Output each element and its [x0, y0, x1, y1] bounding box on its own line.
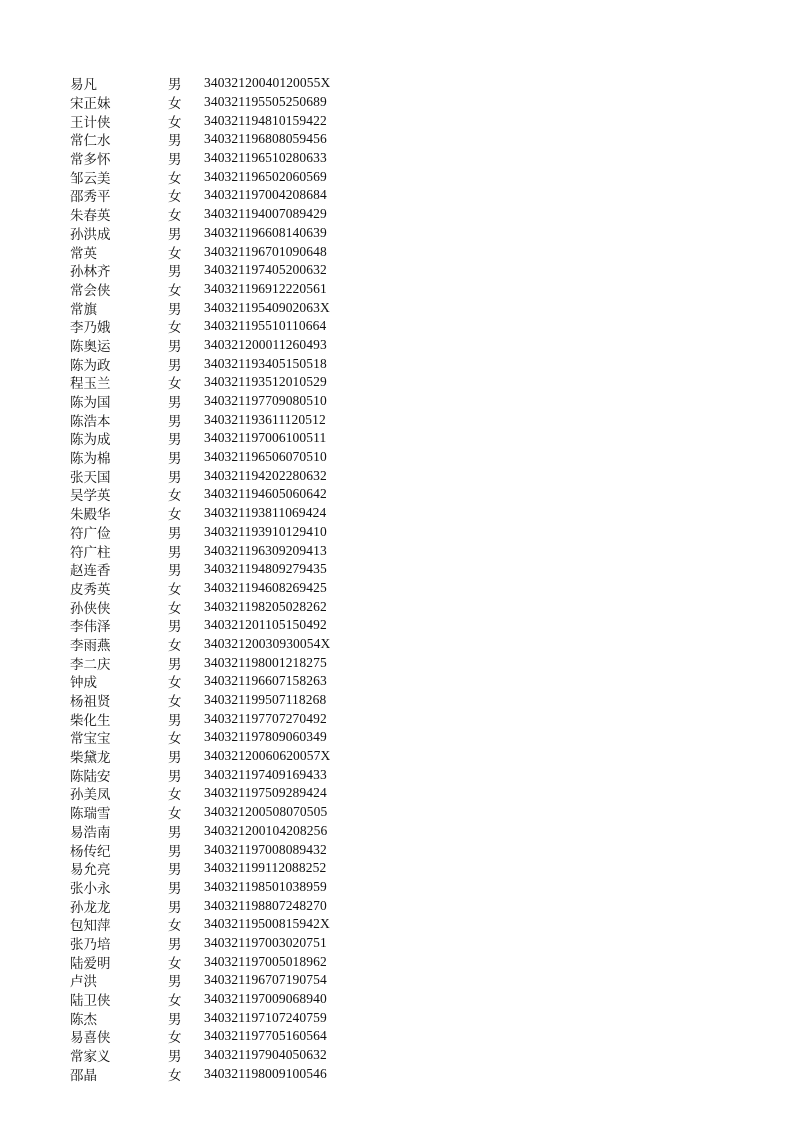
record-id-number: 340321197707270492 [204, 710, 327, 726]
record-name: 李二庆 [70, 656, 111, 673]
record-row [70, 336, 330, 355]
record-id-number: 340321200104208256 [204, 822, 328, 838]
record-row [70, 1008, 330, 1027]
record-row [70, 205, 330, 224]
record-id-number: 340321197107240759 [204, 1009, 327, 1025]
record-id-number: 340321193405150518 [204, 355, 327, 371]
record-id-number: 340321197509289424 [204, 785, 327, 801]
record-row [70, 504, 330, 523]
record-id-number: 340321196912220561 [204, 280, 327, 296]
record-name: 杨祖贤 [70, 694, 111, 711]
record-row [70, 597, 330, 616]
record-gender: 男 [168, 750, 182, 767]
record-name: 钟成 [70, 675, 97, 692]
record-gender: 女 [168, 955, 182, 972]
record-gender: 女 [168, 731, 182, 748]
record-gender: 男 [168, 619, 182, 636]
record-name: 邹云美 [70, 170, 111, 187]
record-name: 吴学英 [70, 488, 111, 505]
record-name: 陈瑞雪 [70, 806, 111, 823]
record-gender: 男 [168, 843, 182, 860]
record-id-number: 340321198807248270 [204, 897, 327, 913]
record-gender: 男 [168, 1049, 182, 1066]
record-name: 柴化生 [70, 712, 111, 729]
record-name: 易允亮 [70, 862, 111, 879]
record-row [70, 635, 330, 654]
record-row [70, 672, 330, 691]
record-id-number: 340321196607158263 [204, 673, 327, 689]
record-id-number: 340321197004208684 [204, 187, 327, 203]
record-name: 陈浩本 [70, 413, 111, 430]
record-row [70, 691, 330, 710]
record-list [70, 74, 330, 1083]
record-name: 常宝宝 [70, 731, 111, 748]
record-row [70, 990, 330, 1009]
record-name: 张小永 [70, 880, 111, 897]
record-id-number: 340321196808059456 [204, 131, 327, 147]
record-row [70, 896, 330, 915]
record-id-number: 340321193910129410 [204, 523, 327, 539]
record-name: 赵连香 [70, 563, 111, 580]
record-gender: 女 [168, 1067, 182, 1084]
record-id-number: 340321200508070505 [204, 804, 328, 820]
record-id-number: 340321196701090648 [204, 243, 327, 259]
record-row [70, 971, 330, 990]
record-gender: 男 [168, 413, 182, 430]
record-id-number: 340321197003020751 [204, 934, 327, 950]
record-id-number: 340321201105150492 [204, 617, 327, 633]
record-name: 陈陆安 [70, 768, 111, 785]
record-id-number: 340321196309209413 [204, 542, 327, 558]
record-id-number: 340321197705160564 [204, 1028, 327, 1044]
record-gender: 女 [168, 600, 182, 617]
record-id-number: 340321197409169433 [204, 766, 327, 782]
record-name: 符广俭 [70, 525, 111, 542]
record-id-number: 340321196608140639 [204, 224, 327, 240]
record-name: 符广柱 [70, 544, 111, 561]
record-id-number: 340321195510110664 [204, 318, 327, 334]
record-gender: 男 [168, 712, 182, 729]
record-id-number: 340321194809279435 [204, 561, 327, 577]
record-id-number: 340321196510280633 [204, 150, 327, 166]
record-id-number: 340321198205028262 [204, 598, 327, 614]
record-id-number: 340321200011260493 [204, 336, 327, 352]
record-gender: 男 [168, 432, 182, 449]
record-gender: 男 [168, 544, 182, 561]
record-id-number: 340321197709080510 [204, 393, 327, 409]
record-row [70, 466, 330, 485]
record-id-number: 34032119540902063X [204, 299, 330, 315]
record-name: 程玉兰 [70, 376, 111, 393]
record-row [70, 410, 330, 429]
record-row [70, 224, 330, 243]
record-gender: 女 [168, 694, 182, 711]
record-row [70, 765, 330, 784]
record-name: 陈为棉 [70, 451, 111, 468]
record-row [70, 392, 330, 411]
record-name: 李雨燕 [70, 637, 111, 654]
record-gender: 男 [168, 656, 182, 673]
record-gender: 女 [168, 675, 182, 692]
record-row [70, 709, 330, 728]
record-gender: 女 [168, 1030, 182, 1047]
record-gender: 男 [168, 451, 182, 468]
record-row [70, 373, 330, 392]
record-name: 易喜侠 [70, 1030, 111, 1047]
record-name: 朱殿华 [70, 507, 111, 524]
record-id-number: 340321194605060642 [204, 486, 327, 502]
record-row [70, 485, 330, 504]
record-row [70, 952, 330, 971]
record-gender: 女 [168, 993, 182, 1010]
record-id-number: 340321197405200632 [204, 262, 327, 278]
record-row [70, 261, 330, 280]
record-row [70, 728, 330, 747]
record-row [70, 74, 330, 93]
record-row [70, 317, 330, 336]
record-id-number: 340321197008089432 [204, 841, 327, 857]
record-row [70, 1027, 330, 1046]
record-row [70, 448, 330, 467]
record-row [70, 111, 330, 130]
record-id-number: 340321194202280632 [204, 467, 327, 483]
record-gender: 女 [168, 488, 182, 505]
record-gender: 男 [168, 301, 182, 318]
record-gender: 男 [168, 357, 182, 374]
record-row [70, 523, 330, 542]
record-id-number: 340321198001218275 [204, 654, 327, 670]
record-id-number: 340321193811069424 [204, 505, 327, 521]
record-row [70, 653, 330, 672]
record-gender: 男 [168, 525, 182, 542]
record-id-number: 340321197005018962 [204, 953, 327, 969]
record-id-number: 340321198009100546 [204, 1065, 327, 1081]
record-gender: 女 [168, 376, 182, 393]
record-row [70, 784, 330, 803]
record-name: 易浩南 [70, 824, 111, 841]
record-name: 卢洪 [70, 974, 97, 991]
record-name: 陆卫侠 [70, 993, 111, 1010]
record-gender: 女 [168, 189, 182, 206]
record-name: 包知萍 [70, 918, 111, 935]
record-row [70, 130, 330, 149]
record-gender: 男 [168, 1011, 182, 1028]
record-gender: 男 [168, 862, 182, 879]
record-row [70, 840, 330, 859]
record-row [70, 747, 330, 766]
record-name: 陈为国 [70, 395, 111, 412]
record-row [70, 298, 330, 317]
record-name: 常英 [70, 245, 97, 262]
record-gender: 女 [168, 806, 182, 823]
record-gender: 女 [168, 282, 182, 299]
record-name: 陈为政 [70, 357, 111, 374]
record-row [70, 541, 330, 560]
record-gender: 男 [168, 768, 182, 785]
record-name: 常多怀 [70, 152, 111, 169]
record-row [70, 934, 330, 953]
record-id-number: 340321196506070510 [204, 449, 327, 465]
record-gender: 男 [168, 226, 182, 243]
record-name: 陈奥运 [70, 338, 111, 355]
record-row [70, 186, 330, 205]
record-name: 皮秀英 [70, 581, 111, 598]
record-row [70, 1046, 330, 1065]
record-name: 陈杰 [70, 1011, 97, 1028]
record-id-number: 34032120060620057X [204, 748, 331, 764]
record-gender: 女 [168, 245, 182, 262]
record-gender: 女 [168, 320, 182, 337]
record-gender: 男 [168, 133, 182, 150]
record-name: 张天国 [70, 469, 111, 486]
record-gender: 男 [168, 264, 182, 281]
record-name: 孙林齐 [70, 264, 111, 281]
record-gender: 男 [168, 395, 182, 412]
record-name: 杨传纪 [70, 843, 111, 860]
record-id-number: 340321196502060569 [204, 168, 327, 184]
record-gender: 女 [168, 96, 182, 113]
record-name: 常家义 [70, 1049, 111, 1066]
record-row [70, 560, 330, 579]
record-gender: 男 [168, 77, 182, 94]
record-gender: 男 [168, 469, 182, 486]
record-gender: 女 [168, 787, 182, 804]
record-id-number: 340321193611120512 [204, 411, 326, 427]
record-row [70, 93, 330, 112]
record-name: 孙美凤 [70, 787, 111, 804]
record-row [70, 915, 330, 934]
record-gender: 女 [168, 208, 182, 225]
record-name: 陈为成 [70, 432, 111, 449]
record-row [70, 1064, 330, 1083]
record-id-number: 34032119500815942X [204, 916, 330, 932]
record-id-number: 340321196707190754 [204, 972, 327, 988]
record-id-number: 34032120040120055X [204, 75, 331, 91]
record-id-number: 340321197009068940 [204, 991, 327, 1007]
record-name: 邵晶 [70, 1067, 97, 1084]
record-id-number: 34032120030930054X [204, 635, 331, 651]
record-gender: 男 [168, 974, 182, 991]
record-id-number: 340321198501038959 [204, 878, 327, 894]
record-row [70, 878, 330, 897]
record-gender: 女 [168, 507, 182, 524]
record-row [70, 429, 330, 448]
record-name: 孙洪成 [70, 226, 111, 243]
record-gender: 男 [168, 152, 182, 169]
record-id-number: 340321199507118268 [204, 692, 327, 708]
record-name: 常仁水 [70, 133, 111, 150]
record-row [70, 803, 330, 822]
record-row [70, 167, 330, 186]
record-gender: 女 [168, 637, 182, 654]
record-name: 张乃培 [70, 936, 111, 953]
record-gender: 男 [168, 563, 182, 580]
record-id-number: 340321197809060349 [204, 729, 327, 745]
record-name: 孙侠侠 [70, 600, 111, 617]
record-id-number: 340321195505250689 [204, 94, 327, 110]
record-row [70, 149, 330, 168]
record-id-number: 340321197904050632 [204, 1047, 327, 1063]
record-name: 李伟泽 [70, 619, 111, 636]
record-name: 李乃娥 [70, 320, 111, 337]
record-name: 朱春英 [70, 208, 111, 225]
record-id-number: 340321194608269425 [204, 579, 327, 595]
record-row [70, 859, 330, 878]
record-gender: 男 [168, 338, 182, 355]
record-gender: 男 [168, 936, 182, 953]
record-row [70, 822, 330, 841]
record-row [70, 616, 330, 635]
record-id-number: 340321197006100511 [204, 430, 327, 446]
record-gender: 女 [168, 918, 182, 935]
record-id-number: 340321199112088252 [204, 860, 327, 876]
record-name: 常旗 [70, 301, 97, 318]
record-gender: 男 [168, 824, 182, 841]
record-row [70, 354, 330, 373]
record-row [70, 242, 330, 261]
record-id-number: 340321194007089429 [204, 206, 327, 222]
record-gender: 女 [168, 114, 182, 131]
record-gender: 女 [168, 581, 182, 598]
record-gender: 男 [168, 880, 182, 897]
record-name: 柴黛龙 [70, 750, 111, 767]
record-name: 王计侠 [70, 114, 111, 131]
record-id-number: 340321193512010529 [204, 374, 327, 390]
record-id-number: 340321194810159422 [204, 112, 327, 128]
record-name: 邵秀平 [70, 189, 111, 206]
record-name: 孙龙龙 [70, 899, 111, 916]
record-row [70, 280, 330, 299]
record-name: 易凡 [70, 77, 97, 94]
record-name: 常会侠 [70, 282, 111, 299]
record-name: 陆爱明 [70, 955, 111, 972]
record-gender: 男 [168, 899, 182, 916]
record-row [70, 579, 330, 598]
record-gender: 女 [168, 170, 182, 187]
record-name: 宋正妹 [70, 96, 111, 113]
